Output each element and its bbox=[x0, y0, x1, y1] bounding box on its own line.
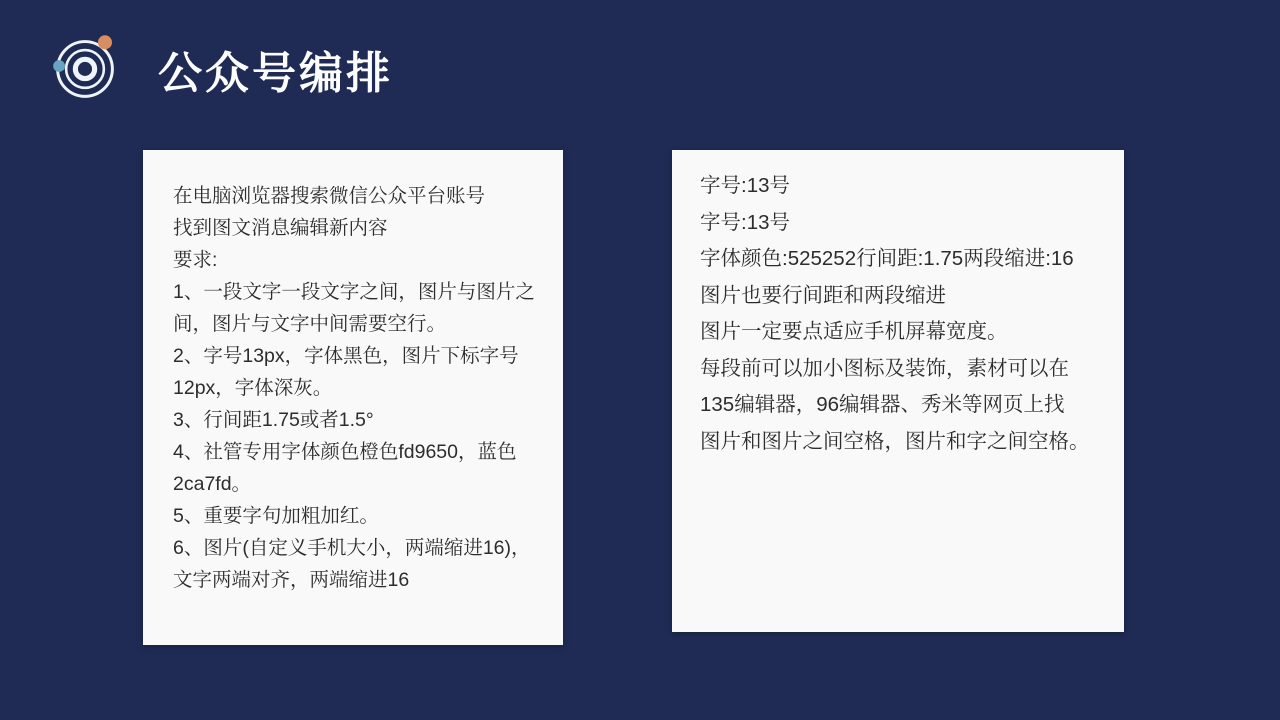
text-line: 要求: bbox=[173, 249, 218, 271]
slide-header bbox=[48, 28, 393, 104]
logo-dot-blue bbox=[53, 60, 65, 72]
text-line: 每段前可以加小图标及装饰，素材可以在 bbox=[700, 356, 1069, 380]
text-line: 字体颜色:525252行间距:1.75两段缩进:16 bbox=[700, 247, 1074, 270]
text-line: 4、社管专用字体颜色橙色fd9650，蓝色 bbox=[173, 441, 517, 463]
text-line: 图片也要行间距和两段缩进 bbox=[700, 283, 946, 307]
text-line: 图片一定要点适应手机屏幕宽度。 bbox=[700, 320, 1008, 343]
text-line: 2、字号13px，字体黑色，图片下标字号 bbox=[173, 345, 519, 367]
text-line: 1、一段文字一段文字之间，图片与图片之 bbox=[173, 281, 535, 303]
text-line: 在电脑浏览器搜索微信公众平台账号 bbox=[173, 185, 486, 207]
text-line: 5、重要字句加粗加红。 bbox=[173, 505, 379, 527]
text-line: 找到图文消息编辑新内容 bbox=[173, 217, 388, 239]
orbit-logo-icon bbox=[48, 28, 122, 104]
text-line: 6、图片(自定义手机大小，两端缩进16)， bbox=[173, 537, 531, 559]
left-note-card bbox=[143, 150, 563, 645]
text-line: 字号:13号 bbox=[700, 210, 790, 234]
text-line: 字号:13号 bbox=[700, 174, 790, 197]
text-line: 文字两端对齐，两端缩进16 bbox=[173, 569, 410, 591]
text-line: 间，图片与文字中间需要空行。 bbox=[173, 313, 447, 335]
text-line: 12px，字体深灰。 bbox=[173, 377, 333, 399]
slide-title: 公众号编排 bbox=[158, 49, 393, 98]
logo-dot-orange bbox=[98, 35, 112, 49]
text-line: 2ca7fd。 bbox=[173, 473, 252, 495]
text-line: 135编辑器，96编辑器、秀米等网页上找 bbox=[700, 393, 1065, 416]
text-line: 图片和图片之间空格，图片和字之间空格。 bbox=[700, 429, 1090, 453]
text-line: 3、行间距1.75或者1.5° bbox=[173, 409, 374, 431]
right-note-card bbox=[672, 150, 1124, 632]
